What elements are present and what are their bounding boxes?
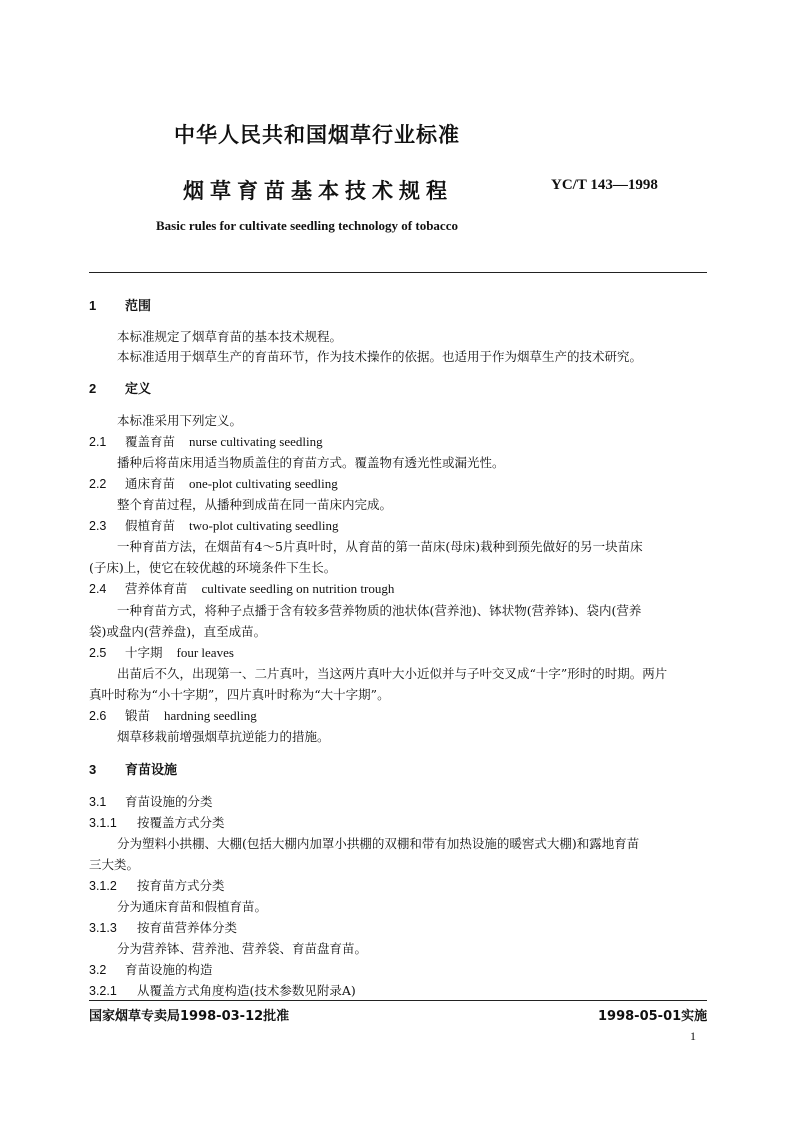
definition-heading bbox=[89, 475, 338, 493]
subsection-title: 按覆盖方式分类 bbox=[137, 815, 225, 830]
subsection-heading bbox=[89, 877, 225, 895]
subsection-heading bbox=[89, 814, 225, 832]
definition-number: 2.1 bbox=[89, 435, 107, 449]
paragraph: 一种育苗方式，将种子点播于含有较多营养物质的池状体(营养池)、钵状物(营养钵)、袋内(营养 bbox=[117, 603, 642, 618]
paragraph: 播种后将苗床用适当物质盖住的育苗方式。覆盖物有透光性或漏光性。 bbox=[117, 455, 505, 470]
paragraph: 分为通床育苗和假植育苗。 bbox=[117, 899, 268, 914]
paragraph: 本标准采用下列定义。 bbox=[117, 413, 243, 428]
definition-term-english: four leaves bbox=[176, 645, 234, 660]
definition-heading bbox=[89, 517, 339, 535]
page-number: 1 bbox=[690, 1029, 696, 1043]
section-number: 1 bbox=[89, 298, 97, 313]
definition-heading bbox=[89, 644, 234, 662]
paragraph: 分为营养钵、营养池、营养袋、育苗盘育苗。 bbox=[117, 941, 368, 956]
paragraph-continuation: 三大类。 bbox=[89, 857, 140, 872]
subsection-heading bbox=[89, 919, 237, 937]
definition-term-english: one-plot cultivating seedling bbox=[189, 476, 338, 491]
subsection-heading bbox=[89, 793, 213, 811]
subsection-title: 按育苗营养体分类 bbox=[137, 920, 238, 935]
section-title: 范围 bbox=[125, 299, 152, 314]
definition-term: 假植育苗 bbox=[125, 518, 176, 533]
definition-term: 覆盖育苗 bbox=[125, 434, 176, 449]
definition-term: 营养体育苗 bbox=[125, 581, 188, 596]
footer-divider bbox=[89, 1000, 707, 1001]
paragraph: 一种育苗方法，在烟苗有4～5片真叶时，从育苗的第一苗床(母床)栽种到预先做好的另一块苗床 bbox=[117, 539, 643, 554]
definition-term-english: hardning seedling bbox=[164, 708, 257, 723]
subsection-number: 3.1 bbox=[89, 795, 107, 809]
subsection-heading bbox=[89, 982, 356, 1000]
definition-term: 通床育苗 bbox=[125, 476, 176, 491]
section-title: 定义 bbox=[125, 382, 152, 397]
section-title: 育苗设施 bbox=[125, 763, 178, 778]
definition-term-english: two-plot cultivating seedling bbox=[189, 518, 339, 533]
section-1-heading bbox=[89, 297, 151, 316]
subsection-heading bbox=[89, 961, 213, 979]
paragraph: 本标准适用于烟草生产的育苗环节，作为技术操作的依据。也适用于作为烟草生产的技术研究。 bbox=[117, 349, 643, 364]
paragraph-continuation: (子床)上，使它在较优越的环境条件下生长。 bbox=[89, 560, 337, 575]
standard-title: 烟草育苗基本技术规程 bbox=[183, 179, 453, 203]
definition-term-english: cultivate seedling on nutrition trough bbox=[201, 581, 395, 596]
paragraph-continuation: 真叶时称为“小十字期”，四片真叶时称为“大十字期”。 bbox=[89, 687, 390, 702]
subsection-title: 育苗设施的构造 bbox=[125, 962, 213, 977]
definition-number: 2.2 bbox=[89, 477, 107, 491]
definition-number: 2.4 bbox=[89, 582, 107, 596]
subsection-number: 3.2.1 bbox=[89, 984, 117, 998]
paragraph: 整个育苗过程，从播种到成苗在同一苗床内完成。 bbox=[117, 497, 393, 512]
approval-note: 国家烟草专卖局1998-03-12批准 bbox=[89, 1009, 290, 1024]
document-body bbox=[89, 0, 709, 1123]
subsection-number: 3.2 bbox=[89, 963, 107, 977]
section-3-heading bbox=[89, 761, 177, 780]
section-number: 2 bbox=[89, 381, 97, 396]
definition-term: 十字期 bbox=[125, 645, 163, 660]
subsection-number: 3.1.2 bbox=[89, 879, 117, 893]
paragraph: 分为塑料小拱棚、大棚(包括大棚内加罩小拱棚的双棚和带有加热设施的暖窖式大棚)和露地育苗 bbox=[117, 836, 640, 851]
paragraph-continuation: 袋)或盘内(营养盘)，直至成苗。 bbox=[89, 624, 267, 639]
definition-heading bbox=[89, 707, 257, 725]
definition-heading bbox=[89, 433, 323, 451]
definition-number: 2.5 bbox=[89, 646, 107, 660]
standard-title-english: Basic rules for cultivate seedling technology of tobacco bbox=[156, 218, 458, 233]
paragraph: 出苗后不久，出现第一、二片真叶，当这两片真叶大小近似并与子叶交叉成“十字”形时的时期。两片 bbox=[117, 666, 668, 681]
subsection-title: 从覆盖方式角度构造(技术参数见附录A) bbox=[137, 983, 356, 998]
section-2-heading bbox=[89, 380, 151, 399]
definition-term: 锻苗 bbox=[125, 708, 151, 723]
subsection-number: 3.1.3 bbox=[89, 921, 117, 935]
subsection-title: 按育苗方式分类 bbox=[137, 878, 225, 893]
subsection-number: 3.1.1 bbox=[89, 816, 117, 830]
definition-number: 2.6 bbox=[89, 709, 107, 723]
issuer-title: 中华人民共和国烟草行业标准 bbox=[174, 123, 460, 147]
definition-heading bbox=[89, 580, 394, 598]
section-number: 3 bbox=[89, 762, 97, 777]
definition-number: 2.3 bbox=[89, 519, 107, 533]
paragraph: 本标准规定了烟草育苗的基本技术规程。 bbox=[117, 329, 343, 344]
standard-code: YC/T 143—1998 bbox=[551, 177, 658, 193]
paragraph: 烟草移栽前增强烟草抗逆能力的措施。 bbox=[117, 729, 330, 744]
definition-term-english: nurse cultivating seedling bbox=[189, 434, 323, 449]
effective-date: 1998-05-01实施 bbox=[598, 1009, 708, 1024]
subsection-title: 育苗设施的分类 bbox=[125, 794, 213, 809]
